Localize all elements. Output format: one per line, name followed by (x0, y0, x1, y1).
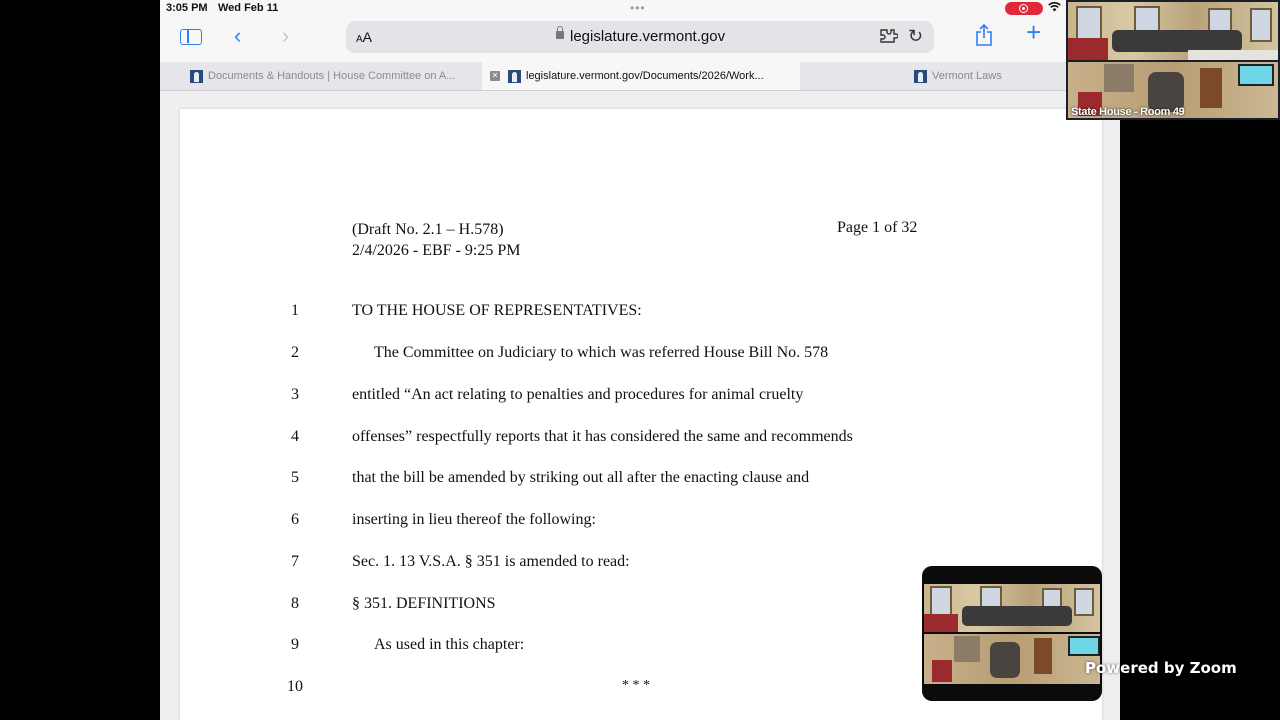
page-counter: Page 1 of 32 (837, 219, 918, 236)
multitask-dots-icon[interactable]: ••• (630, 1, 646, 15)
share-icon[interactable] (975, 24, 993, 46)
section-break-asterisks: * * * (622, 678, 650, 693)
line-number: 6 (291, 511, 299, 528)
capitol-favicon-icon (914, 70, 927, 83)
reload-icon[interactable]: ↻ (908, 26, 924, 46)
document-line: inserting in lieu thereof the following: (352, 511, 596, 528)
status-bar (160, 0, 1120, 18)
capitol-favicon-icon (508, 70, 521, 83)
text-size-button[interactable]: AA (356, 29, 373, 45)
document-line: entitled “An act relating to penalties and procedures for animal cruelty (352, 386, 804, 403)
document-line: § 351. DEFINITIONS (352, 595, 496, 612)
line-number: 3 (291, 386, 299, 403)
extension-icon[interactable] (880, 28, 898, 49)
back-icon[interactable]: ‹ (234, 23, 242, 48)
document-line: offenses” respectfully reports that it has considered the same and recommends (352, 428, 853, 445)
line-number: 9 (291, 636, 299, 653)
capitol-favicon-icon (190, 70, 203, 83)
tab-documents-handouts[interactable]: Documents & Handouts | House Committee on A... (190, 62, 480, 90)
address-bar[interactable] (346, 21, 934, 53)
line-number: 2 (291, 344, 299, 361)
tab-legislature-document[interactable]: ✕ legislature.vermont.gov/Documents/2026/Work... (482, 62, 800, 90)
new-tab-icon[interactable]: + (1026, 17, 1042, 47)
line-number: 8 (291, 595, 299, 612)
close-tab-icon[interactable]: ✕ (491, 71, 499, 80)
document-line: As used in this chapter: (374, 636, 525, 653)
forward-icon[interactable]: › (282, 23, 290, 48)
zoom-video-thumbnail[interactable] (1066, 0, 1280, 120)
room-label: State House - Room 49 (1071, 106, 1185, 118)
video-feed-top (1068, 2, 1278, 60)
screen-record-icon[interactable] (1005, 2, 1043, 15)
powered-by-zoom-label: Powered by Zoom (1085, 659, 1237, 677)
tab-vermont-laws[interactable]: Vermont Laws (914, 62, 1054, 90)
pip-feed-top (924, 584, 1100, 632)
document-line: that the bill be amended by striking out all after the enacting clause and (352, 469, 810, 486)
status-time: 3:05 PM (166, 2, 208, 14)
sidebar-icon[interactable] (180, 29, 202, 45)
lock-icon (556, 31, 564, 39)
line-number: 4 (291, 428, 299, 445)
pip-feed-bottom (924, 634, 1100, 684)
tab-bar (160, 62, 1120, 91)
draft-header: (Draft No. 2.1 – H.578) 2/4/2026 - EBF - 9:25 PM (352, 221, 521, 259)
picture-in-picture-video[interactable] (922, 566, 1102, 701)
document-line: The Committee on Judiciary to which was referred House Bill No. 578 (374, 344, 829, 361)
line-number: 7 (291, 553, 299, 570)
line-number: 5 (291, 469, 299, 486)
line-number: 10 (287, 678, 303, 695)
browser-toolbar (160, 18, 1120, 62)
document-line: TO THE HOUSE OF REPRESENTATIVES: (352, 302, 642, 319)
url-text[interactable]: legislature.vermont.gov (570, 28, 726, 45)
wifi-icon (1048, 1, 1061, 15)
document-line: Sec. 1. 13 V.S.A. § 351 is amended to read: (352, 553, 630, 570)
status-date: Wed Feb 11 (218, 2, 279, 14)
line-number: 1 (291, 302, 299, 319)
